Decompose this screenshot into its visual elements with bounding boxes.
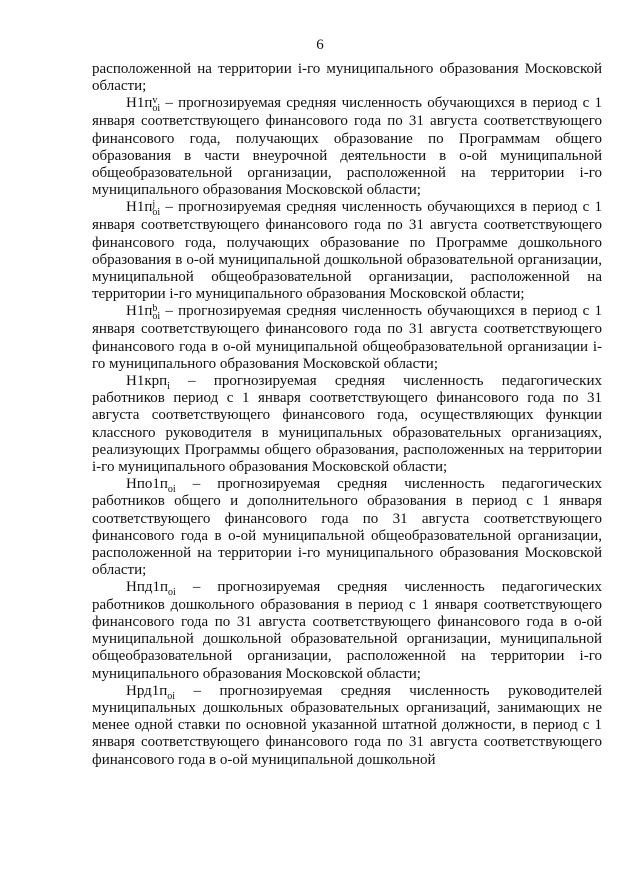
formula-symbol: $Нпо1п_{oi}$ bbox=[126, 476, 176, 496]
page-number: 6 bbox=[316, 37, 324, 53]
paragraph-continuation: расположенной на территории i-го муниципального образования Московской области; bbox=[92, 61, 602, 95]
document-body bbox=[92, 61, 602, 769]
formula-symbol: Н1п b oi bbox=[126, 303, 161, 323]
definition-paragraph: $Нпо1п_{oi}$ – прогнозируемая средняя численность педагогических работников общего и дополнительного образования в период с 1 января соответствующего финансового года по 31 августа соответствующего финансового года в o-ой муниципальной общеобразовательной организации, расположенной на территории i-го муниципального образования Московской области; bbox=[92, 476, 602, 579]
definition-text: прогнозируемая средняя численность обучающихся в период с 1 января соответствующего финансового года по 31 августа соответствующего финансового года, получающих образование по Программам общего образования в части внеурочной деятельности в o-ой муниципальной общеобразовательной организации, расположенной на территории i-го муниципального образования Московской области; bbox=[92, 95, 603, 199]
definition-text: прогнозируемая средняя численность обучающихся в период с 1 января соответствующего финансового года по 31 августа соответствующего финансового года, получающих образование по Программе дошкольного образования в o-ой муниципальной дошкольной образовательной организации, муниципальной общеобразовательной организации, расположенной на территории i-го муниципального образования Московской области; bbox=[92, 199, 603, 303]
definition-paragraph: Н1п j oi – прогнозируемая средняя численность обучающихся в период с 1 января соответствующего финансового года по 31 августа соответствующего финансового года, получающих образование по Программе дошкольного образования в o-ой муниципальной дошкольной образовательной организации, муниципальной общеобразовательной организации, расположенной на территории i-го муниципального образования Московской области; bbox=[92, 199, 603, 303]
definition-text: прогнозируемая средняя численность обучающихся в период с 1 января соответствующего финансового года по 31 августа соответствующего финансового года в o-ой муниципальной общеобразовательной организации i-го муниципального образования Московской области; bbox=[92, 303, 603, 372]
definition-paragraph: Н1крп$_i$ – прогнозируемая средняя численность педагогических работников период с 1 января соответствующего финансового года по 31 августа соответствующего финансового года, осуществляющих функции классного руководителя в муниципальных образовательных организациях, реализующих Программы общего образования, расположенных на территории i-го муниципального образования Московской области; bbox=[92, 373, 602, 476]
definition-text: прогнозируемая средняя численность руководителей муниципальных дошкольных образовательных организаций, занимающих не менее одной ставки по основной указанной штатной должности, в период с 1 января соответствующего финансового года по 31 августа соответствующего финансового года в o-ой муниципальной дошкольной bbox=[92, 682, 603, 768]
definition-text: прогнозируемая средняя численность педагогических работников дошкольного образования в период с 1 января соответствующего финансового года по 31 августа соответствующего финансового года в o-ой муниципальной дошкольной образовательной организации, муниципальной общеобразовательной организации, расположенной на территории i-го муниципального образования Московской области; bbox=[92, 579, 602, 682]
formula-symbol: Н1п j oi bbox=[126, 199, 161, 219]
definition-paragraph: Н1п v oi – прогнозируемая средняя численность обучающихся в период с 1 января соответствующего финансового года по 31 августа соответствующего финансового года, получающих образование по Программам общего образования в части внеурочной деятельности в o-ой муниципальной общеобразовательной организации, расположенной на территории i-го муниципального образования Московской области; bbox=[92, 95, 603, 199]
formula-symbol: $Нрд1п_{oi}$ bbox=[126, 682, 176, 702]
definition-text: прогнозируемая средняя численность педагогических работников общего и дополнительного образования в период с 1 января соответствующего финансового года по 31 августа соответствующего финансового года в o-ой муниципальной общеобразовательной организации, расположенной на территории i-го муниципального образования Московской области; bbox=[92, 476, 602, 579]
definition-paragraph: Н1п b oi – прогнозируемая средняя численность обучающихся в период с 1 января соответствующего финансового года по 31 августа соответствующего финансового года в o-ой муниципальной общеобразовательной организации i-го муниципального образования Московской области; bbox=[92, 303, 603, 372]
definition-text: прогнозируемая средняя численность педагогических работников период с 1 января соответствующего финансового года по 31 августа соответствующего финансового года, осуществляющих функции классного руководителя в муниципальных образовательных организациях, реализующих Программы общего образования, расположенных на территории i-го муниципального образования Московской области; bbox=[92, 373, 602, 476]
formula-symbol: Н1п v oi bbox=[126, 95, 161, 115]
definition-paragraph: $Нпд1п_{oi}$ – прогнозируемая средняя численность педагогических работников дошкольного образования в период с 1 января соответствующего финансового года по 31 августа соответствующего финансового года в o-ой муниципальной дошкольной образовательной организации, муниципальной общеобразовательной организации, расположенной на территории i-го муниципального образования Московской области; bbox=[92, 579, 602, 682]
formula-symbol: $Нпд1п_{oi}$ bbox=[126, 579, 176, 599]
definition-paragraph: $Нрд1п_{oi}$ – прогнозируемая средняя численность руководителей муниципальных дошкольных образовательных организаций, занимающих не менее одной ставки по основной указанной штатной должности, в период с 1 января соответствующего финансового года по 31 августа соответствующего финансового года в o-ой муниципальной дошкольной bbox=[92, 682, 603, 768]
formula-symbol: Н1крп$_i$ bbox=[126, 373, 170, 393]
